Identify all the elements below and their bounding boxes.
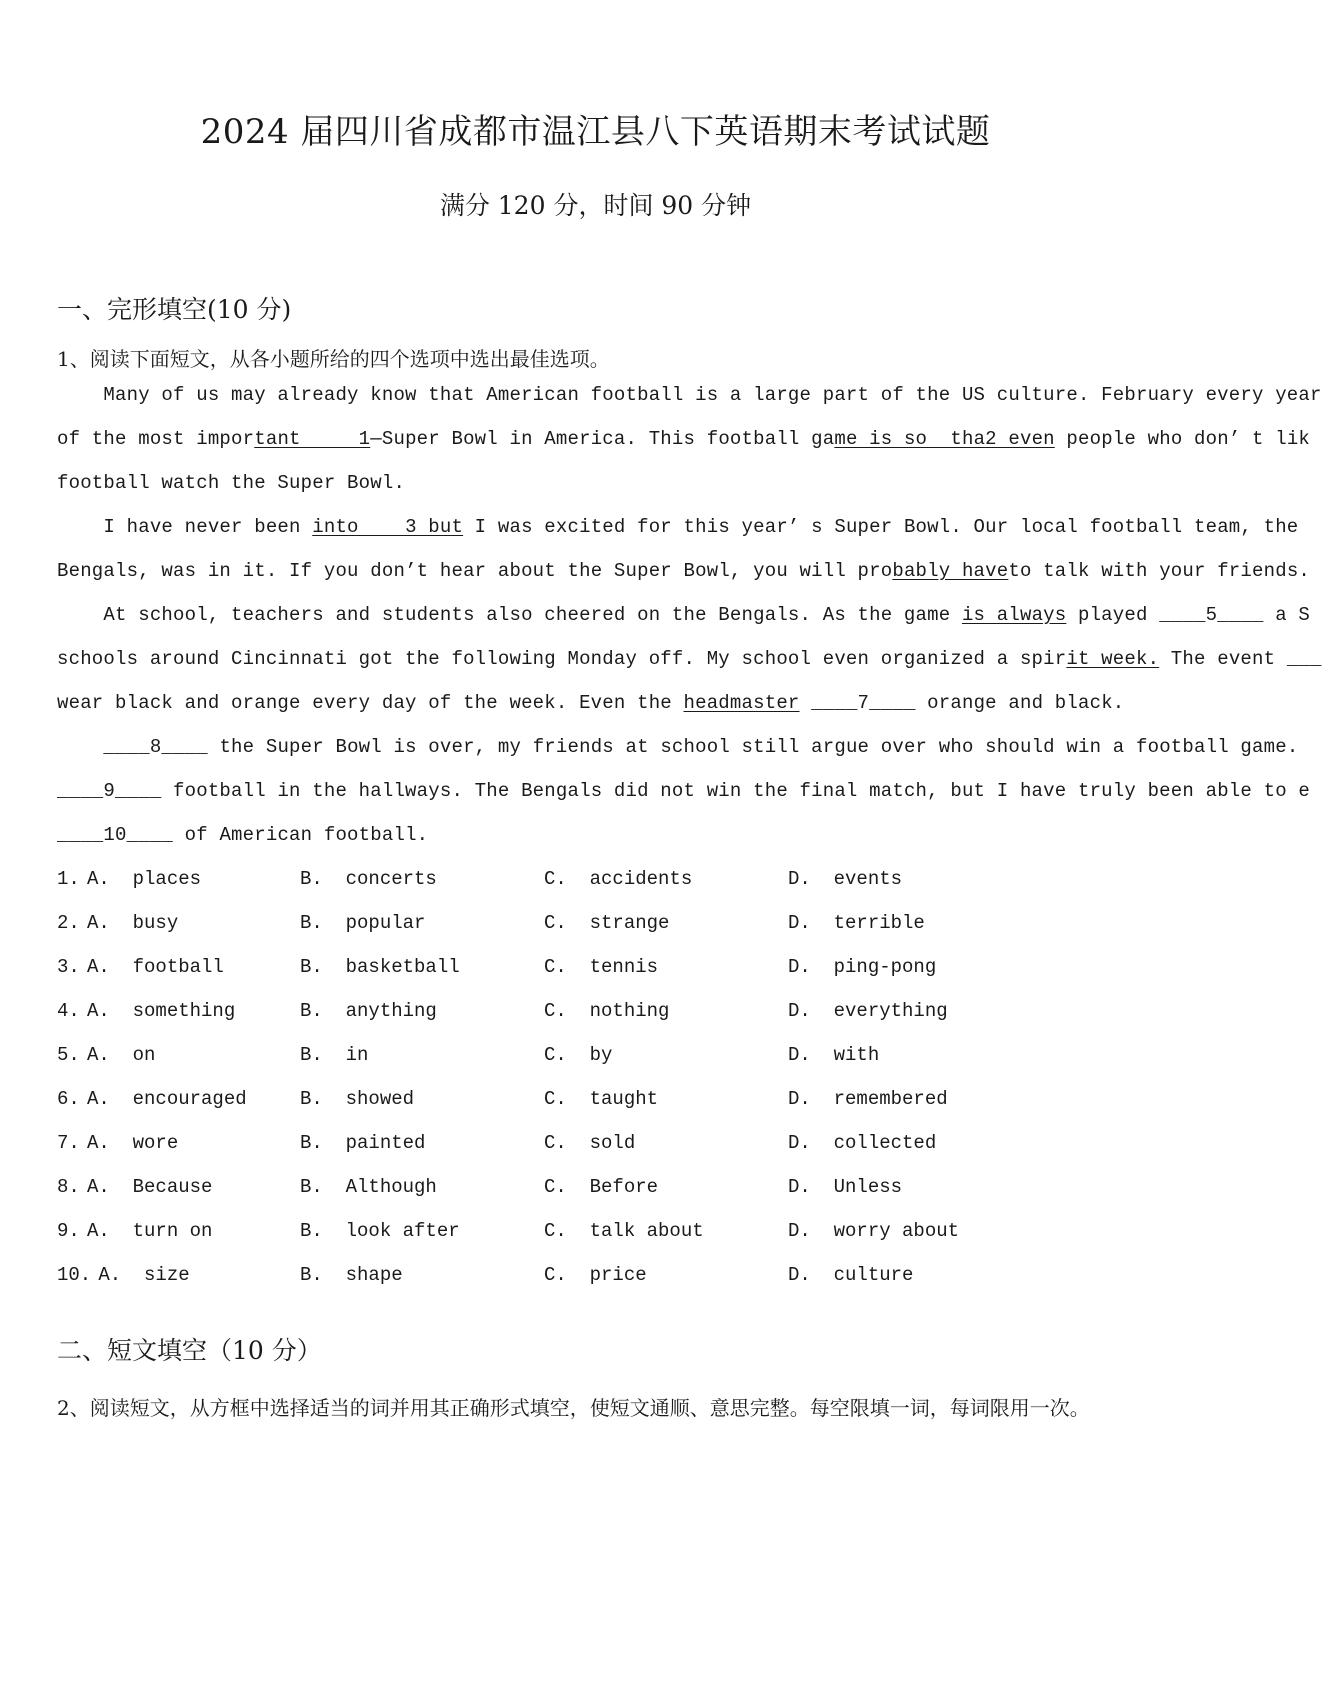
option-b: B. in (300, 1044, 369, 1066)
option-d: D. culture (788, 1264, 914, 1286)
passage-text: to talk with your friends. (1008, 560, 1311, 582)
question-number: 8. (57, 1176, 80, 1198)
section-1-instruction: 1、阅读下面短文，从各小题所给的四个选项中选出最佳选项。 (57, 347, 610, 371)
passage-line (57, 516, 1298, 538)
blank-10: ____10____ (57, 824, 174, 846)
option-a: A. places (87, 868, 202, 890)
option-d: D. terrible (788, 912, 925, 934)
option-a: A. on (87, 1044, 156, 1066)
option-d: D. everything (788, 1000, 948, 1022)
passage-underlined: it week. (1066, 648, 1160, 670)
option-b: B. concerts (300, 868, 437, 890)
option-c: C. accidents (544, 868, 693, 890)
passage-text: of the most impor (57, 428, 255, 450)
passage-line (57, 736, 1298, 758)
passage-underlined: me is so tha (834, 428, 986, 450)
passage-text: a S (1263, 604, 1311, 626)
option-a: A. turn on (87, 1220, 213, 1242)
question-number: 7. (57, 1132, 80, 1154)
question-number: 4. (57, 1000, 80, 1022)
passage-text: Many of us may already know that American football is a large part of the US culture. February every year (57, 384, 1322, 406)
section-2-instruction: 2、阅读短文，从方框中选择适当的词并用其正确形式填空，使短文通顺、意思完整。每空限填一词，每词限用一次。 (57, 1396, 1090, 1420)
passage-text: people who don’ t lik (1054, 428, 1311, 450)
blank-2: 2 even (985, 428, 1055, 450)
passage-text: played (1066, 604, 1160, 626)
passage-text: ’t hear about the Super Bowl, you will pro (405, 560, 893, 582)
option-row (57, 1088, 1157, 1118)
option-c: C. taught (544, 1088, 659, 1110)
option-a: A. something (87, 1000, 236, 1022)
question-number: 5. (57, 1044, 80, 1066)
option-row (57, 1220, 1157, 1250)
option-b: B. painted (300, 1132, 426, 1154)
passage-text: orange and black. (915, 692, 1125, 714)
option-c: C. sold (544, 1132, 636, 1154)
option-row (57, 1044, 1157, 1074)
option-b: B. basketball (300, 956, 460, 978)
option-row (57, 956, 1157, 986)
blank-4: bably have (892, 560, 1009, 582)
option-row (57, 868, 1157, 898)
passage-line (57, 560, 1310, 582)
option-b: B. anything (300, 1000, 437, 1022)
passage-line (57, 384, 1322, 406)
question-number: 6. (57, 1088, 80, 1110)
option-row (57, 1176, 1157, 1206)
question-number: 3. (57, 956, 80, 978)
passage-line (57, 648, 1322, 670)
option-b: B. shape (300, 1264, 403, 1286)
option-c: C. price (544, 1264, 647, 1286)
option-a: A. encouraged (87, 1088, 247, 1110)
question-number: 10. (57, 1264, 92, 1286)
option-d: D. ping-pong (788, 956, 937, 978)
passage-underlined: is always (961, 604, 1067, 626)
passage-text: football watch the Super Bowl. (57, 472, 406, 494)
passage-text: schools around Cincinnati got the following Monday off. My school even organized a spir (57, 648, 1067, 670)
option-a: A. wore (87, 1132, 179, 1154)
passage-text: wear black and orange every day of the week. Even the (57, 692, 684, 714)
blank-9: ____9____ (57, 780, 162, 802)
passage-text: I was excited for this year’ s Super Bowl. Our local football team, the (463, 516, 1299, 538)
option-c: C. nothing (544, 1000, 670, 1022)
passage-text: the Super Bowl is over, my friends at school still argue over who should win a football game. (207, 736, 1299, 758)
option-row (57, 912, 1157, 942)
question-number: 9. (57, 1220, 80, 1242)
option-b: B. popular (300, 912, 426, 934)
passage-text: The event (1159, 648, 1287, 670)
passage-line (57, 780, 1310, 802)
option-d: D. collected (788, 1132, 937, 1154)
passage-text: —Super Bowl in America. This football ga (370, 428, 835, 450)
option-a: A. size (87, 1264, 190, 1286)
page-title: 2024 届四川省成都市温江县八下英语期末考试试题 (200, 112, 991, 152)
passage-underlined: headmaster (683, 692, 800, 714)
passage-text: At school, teachers and students also cheered on the Bengals. As the game (57, 604, 962, 626)
option-row (57, 1264, 1157, 1294)
section-2-heading: 二、短文填空（10 分） (57, 1336, 322, 1365)
option-row (57, 1000, 1157, 1030)
page-subtitle: 满分 120 分，时间 90 分钟 (439, 191, 752, 220)
option-a: A. football (87, 956, 224, 978)
section-1-heading: 一、完形填空(10 分) (57, 295, 292, 324)
passage-line (57, 824, 428, 846)
passage-text (800, 692, 812, 714)
blank-8: ____8____ (103, 736, 208, 758)
option-d: D. events (788, 868, 903, 890)
option-c: C. by (544, 1044, 613, 1066)
option-b: B. look after (300, 1220, 460, 1242)
option-c: C. talk about (544, 1220, 704, 1242)
option-d: D. remembered (788, 1088, 948, 1110)
passage-line (57, 604, 1310, 626)
blank-7: ____7____ (811, 692, 916, 714)
option-c: C. tennis (544, 956, 659, 978)
passage-line (57, 692, 1124, 714)
blank-1: tant 1 (254, 428, 371, 450)
question-number: 2. (57, 912, 80, 934)
passage-line (57, 428, 1310, 450)
option-b: B. showed (300, 1088, 415, 1110)
passage-line (57, 472, 405, 494)
option-d: D. with (788, 1044, 880, 1066)
option-d: D. worry about (788, 1220, 960, 1242)
option-c: C. Before (544, 1176, 659, 1198)
question-number: 1. (57, 868, 80, 890)
passage-text: Bengals, was in it. If you don (57, 560, 406, 582)
option-a: A. Because (87, 1176, 213, 1198)
passage-text: of American football. (173, 824, 429, 846)
blank-3: into 3 but (312, 516, 464, 538)
option-d: D. Unless (788, 1176, 903, 1198)
option-c: C. strange (544, 912, 670, 934)
passage-text (57, 736, 103, 758)
option-row (57, 1132, 1157, 1162)
option-b: B. Although (300, 1176, 437, 1198)
passage-text: football in the hallways. The Bengals did not win the final match, but I have truly been able to e (161, 780, 1311, 802)
blank-5: ____5____ (1159, 604, 1264, 626)
blank-6: ___ (1286, 648, 1322, 670)
passage-text: I have never been (57, 516, 313, 538)
option-a: A. busy (87, 912, 179, 934)
